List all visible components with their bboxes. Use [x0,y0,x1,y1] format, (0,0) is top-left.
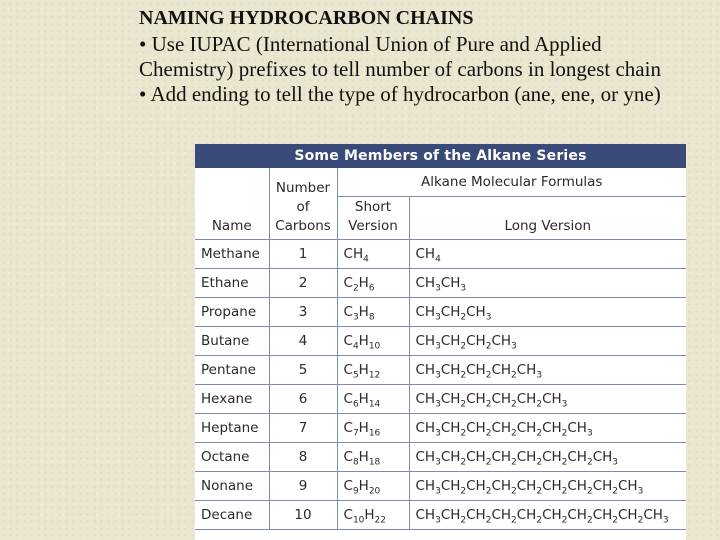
formula-element: CH [491,391,512,407]
formula-subscript: 2 [612,486,618,497]
formula-element: CH [440,420,461,436]
formula-subscript: 2 [485,370,492,381]
formula-element: C [343,246,353,262]
formula-element: CH [567,507,587,523]
formula-subscript: 2 [536,515,543,526]
formula-element: CH [592,478,613,494]
formula-element: CH [415,333,436,349]
long-formula [409,327,686,356]
formula-element: CH [466,449,486,465]
formula-subscript: 3 [662,515,669,526]
formula-subscript: 2 [637,515,644,526]
long-formula [409,298,686,327]
table-row [195,327,686,356]
table-row [195,414,686,443]
formula-element: C [343,478,353,494]
short-formula [337,385,409,414]
formula-element: CH [466,333,486,349]
formula-subscript: 16 [368,428,381,439]
formula-subscript: 7 [352,428,359,439]
formula-subscript: 6 [368,283,375,294]
formula-element: H [358,420,369,436]
formula-subscript: 3 [435,486,441,497]
alkane-name: Methane [195,240,269,269]
alkane-table [195,168,686,530]
formula-element: CH [491,420,512,436]
formula-subscript: 3 [352,312,359,323]
carbon-count: 4 [269,327,337,356]
short-formula [337,269,409,298]
header-long-version [409,197,686,240]
formula-element: C [343,275,353,291]
alkane-table-body [195,240,686,530]
formula-element: C [343,391,353,407]
formula-subscript: 3 [460,283,467,294]
formula-element: CH [491,362,512,378]
formula-element: CH [567,478,587,494]
alkane-name: Propane [195,298,269,327]
formula-subscript: 2 [485,457,492,468]
table-row [195,240,686,269]
formula-element: CH [567,449,587,465]
formula-element: CH [592,449,613,465]
formula-subscript: 3 [435,312,441,323]
alkane-table-figure [195,144,686,540]
formula-subscript: 2 [511,370,517,381]
formula-subscript: 3 [536,370,543,381]
formula-element: CH [542,507,562,523]
formula-element: CH [440,333,461,349]
long-formula [409,385,686,414]
alkane-name: Nonane [195,472,269,501]
table-row [195,298,686,327]
table-row [195,356,686,385]
formula-subscript: 10 [368,341,381,352]
header-short-version [337,197,409,240]
formula-subscript: 2 [460,428,467,439]
header-number-line1: Number [275,180,331,196]
short-formula [337,298,409,327]
header-row-group [195,168,686,197]
formula-subscript: 3 [435,370,441,381]
formula-element: CH [415,507,436,523]
formula-subscript: 2 [536,486,543,497]
formula-subscript: 3 [435,515,441,526]
short-formula [337,472,409,501]
short-formula [337,443,409,472]
formula-subscript: 3 [435,457,441,468]
formula-element: CH [618,507,638,523]
formula-subscript: 22 [374,515,386,526]
formula-element: CH [516,507,537,523]
formula-element: CH [415,391,436,407]
long-formula [409,356,686,385]
formula-element: CH [440,362,461,378]
formula-element: C [343,420,353,436]
formula-element: CH [618,478,638,494]
header-short-line1: Short [354,199,392,215]
formula-element: CH [466,507,486,523]
formula-subscript: 3 [435,399,441,410]
header-number-of-carbons [269,168,337,240]
formula-element: CH [592,507,613,523]
formula-subscript: 2 [485,515,492,526]
formula-subscript: 2 [511,486,517,497]
formula-element: H [364,507,375,523]
formula-subscript: 2 [536,428,543,439]
formula-subscript: 2 [561,457,568,468]
formula-subscript: 2 [352,283,359,294]
slide-text [139,6,699,107]
header-long-label: Long Version [504,218,592,234]
formula-subscript: 5 [352,370,359,381]
short-formula [337,501,409,530]
table-row [195,443,686,472]
header-number-line3: Carbons [275,218,331,234]
formula-subscript: 8 [368,312,375,323]
formula-element: CH [466,420,486,436]
formula-element: CH [415,449,436,465]
carbon-count: 6 [269,385,337,414]
formula-element: CH [542,420,562,436]
header-alkane-molecular-formulas: Alkane Molecular Formulas [337,168,686,197]
short-formula [337,356,409,385]
slide-title: NAMING HYDROCARBON CHAINS [139,7,474,29]
formula-subscript: 2 [561,515,568,526]
carbon-count: 10 [269,501,337,530]
carbon-count: 8 [269,443,337,472]
formula-subscript: 2 [511,515,517,526]
alkane-name: Heptane [195,414,269,443]
formula-element: C [343,304,353,320]
carbon-count: 7 [269,414,337,443]
table-row [195,501,686,530]
formula-element: CH [491,333,512,349]
formula-element: CH [516,449,537,465]
table-row [195,269,686,298]
short-formula [337,240,409,269]
formula-subscript: 2 [561,428,568,439]
formula-subscript: 14 [368,399,381,410]
formula-element: CH [440,304,461,320]
formula-subscript: 3 [612,457,618,468]
formula-element: C [343,362,353,378]
formula-subscript: 2 [460,312,467,323]
formula-element: H [358,333,369,349]
formula-element: CH [440,391,461,407]
formula-element: CH [542,478,562,494]
long-formula [409,240,686,269]
formula-subscript: 2 [460,370,467,381]
formula-subscript: 2 [561,486,568,497]
formula-element: CH [466,391,486,407]
alkane-name: Butane [195,327,269,356]
formula-element: H [358,391,369,407]
carbon-count: 2 [269,269,337,298]
formula-subscript: 4 [352,341,359,352]
formula-element: CH [415,275,436,291]
alkane-name: Hexane [195,385,269,414]
formula-subscript: 2 [485,399,492,410]
formula-element: CH [466,478,486,494]
formula-element: CH [516,362,537,378]
formula-subscript: 12 [368,370,381,381]
formula-subscript: 3 [435,283,441,294]
formula-subscript: 2 [485,486,492,497]
formula-element: H [358,449,369,465]
table-title: Some Members of the Alkane Series [195,144,686,168]
formula-element: CH [440,507,461,523]
formula-element: CH [491,507,512,523]
alkane-name: Octane [195,443,269,472]
formula-element: CH [516,420,537,436]
formula-subscript: 2 [460,341,467,352]
formula-subscript: 3 [561,399,568,410]
formula-element: CH [440,275,461,291]
formula-element: CH [415,362,436,378]
formula-subscript: 4 [363,254,369,265]
formula-element: CH [542,391,562,407]
header-short-line2: Version [348,218,398,234]
formula-element: CH [415,420,436,436]
alkane-name: Ethane [195,269,269,298]
formula-subscript: 4 [435,254,441,265]
long-formula [409,472,686,501]
formula-subscript: 3 [435,341,441,352]
formula-subscript: 2 [536,399,543,410]
carbon-count: 1 [269,240,337,269]
header-name-label: Name [211,218,252,234]
table-row [195,385,686,414]
formula-element: CH [491,449,512,465]
formula-element: CH [440,449,461,465]
formula-subscript: 2 [536,457,543,468]
formula-subscript: 2 [460,399,467,410]
carbon-count: 5 [269,356,337,385]
formula-subscript: 2 [511,399,517,410]
formula-element: CH [516,391,537,407]
long-formula [409,443,686,472]
formula-element: CH [643,507,663,523]
header-number-line2: of [296,199,310,215]
short-formula [337,414,409,443]
formula-element: H [358,478,369,494]
formula-subscript: 2 [612,515,618,526]
short-formula [337,327,409,356]
formula-subscript: 3 [511,341,517,352]
formula-element: H [358,275,369,291]
alkane-name: Decane [195,501,269,530]
formula-subscript: 2 [485,428,492,439]
formula-subscript: 3 [435,428,441,439]
formula-subscript: 6 [352,399,359,410]
formula-element: CH [491,478,512,494]
formula-element: H [358,362,369,378]
formula-subscript: 2 [460,457,467,468]
formula-subscript: 2 [485,341,492,352]
table-row [195,472,686,501]
formula-element: CH [567,420,587,436]
formula-element: CH [466,362,486,378]
formula-element: CH [415,304,436,320]
formula-element: C [343,333,353,349]
carbon-count: 9 [269,472,337,501]
formula-element: CH [415,478,436,494]
formula-subscript: 3 [586,428,593,439]
formula-subscript: 2 [460,515,467,526]
formula-element: C [343,507,353,523]
formula-element: CH [415,246,436,262]
bullet-endings: • Add ending to tell the type of hydrocarbon (ane, ene, or yne) [139,82,661,106]
bullet-iupac-prefixes: • Use IUPAC (International Union of Pure and Applied Chemistry) prefixes to tell number of carbons in longest chain [139,32,661,81]
formula-subscript: 2 [586,515,593,526]
formula-element: CH [466,304,486,320]
long-formula [409,501,686,530]
header-name [195,168,269,240]
formula-subscript: 2 [511,428,517,439]
formula-subscript: 18 [368,457,381,468]
alkane-name: Pentane [195,356,269,385]
carbon-count: 3 [269,298,337,327]
formula-subscript: 9 [352,486,359,497]
formula-element: H [352,246,364,262]
formula-element: CH [440,478,461,494]
formula-subscript: 3 [485,312,492,323]
formula-element: H [358,304,369,320]
formula-subscript: 2 [511,457,517,468]
formula-subscript: 2 [586,457,593,468]
formula-subscript: 2 [586,486,593,497]
formula-element: C [343,449,353,465]
long-formula [409,414,686,443]
formula-element: CH [542,449,562,465]
formula-subscript: 8 [352,457,359,468]
formula-subscript: 20 [368,486,381,497]
formula-subscript: 3 [637,486,644,497]
long-formula [409,269,686,298]
formula-element: CH [516,478,537,494]
formula-subscript: 10 [352,515,365,526]
formula-subscript: 2 [460,486,467,497]
